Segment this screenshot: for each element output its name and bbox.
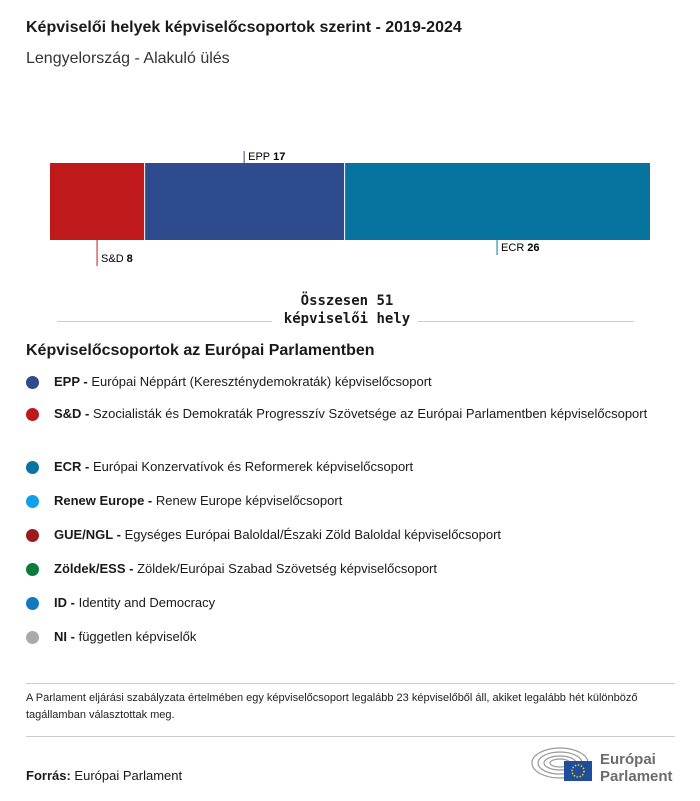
legend-abbr: ECR - (54, 459, 90, 474)
legend-color-dot (26, 376, 39, 389)
legend-name: független képviselők (78, 629, 197, 644)
legend-name: Szocialisták és Demokraták Progresszív Szövetsége az Európai Parlamentben képviselőcsoport (93, 406, 648, 421)
legend-name: Identity and Democracy (78, 595, 216, 610)
legend-abbr: Renew Europe - (54, 493, 153, 508)
legend-abbr: EPP - (54, 374, 88, 389)
legend-item (26, 458, 684, 476)
legend-abbr: GUE/NGL - (54, 527, 121, 542)
divider (26, 683, 675, 684)
bar-ECR (345, 163, 650, 240)
chart-title: Képviselői helyek képviselőcsoportok szerint - 2019-2024 (26, 19, 462, 36)
data-label: ECR 26 (501, 242, 540, 254)
legend-name: Egységes Európai Baloldal/Északi Zöld Baloldal képviselőcsoport (124, 527, 502, 542)
legend-name: Európai Néppárt (Kereszténydemokraták) képviselőcsoport (91, 374, 432, 389)
legend-item (26, 492, 684, 510)
legend-abbr: S&D - (54, 406, 90, 421)
source (26, 768, 182, 783)
source-value: Európai Parlament (74, 768, 183, 783)
legend-color-dot (26, 597, 39, 610)
legend-color-dot (26, 408, 39, 421)
divider-right (418, 321, 634, 322)
legend-item (26, 594, 684, 612)
divider-left (57, 321, 272, 322)
source-label: Forrás: (26, 768, 71, 783)
legend-item (26, 405, 684, 423)
legend-abbr: ID - (54, 595, 75, 610)
legend-name: Renew Europe képviselőcsoport (155, 493, 343, 508)
bar-S&D (50, 163, 144, 240)
legend-abbr: NI - (54, 629, 75, 644)
ep-logo (530, 745, 680, 790)
bar-EPP (145, 163, 344, 240)
legend-color-dot (26, 563, 39, 576)
logo-line2: Parlament (600, 768, 673, 785)
chart-subtitle: Lengyelország - Alakuló ülés (26, 50, 230, 67)
legend-abbr: Zöldek/ESS - (54, 561, 134, 576)
logo-line1: Európai (600, 751, 656, 768)
footnote: A Parlament eljárási szabályzata értelmében egy képviselőcsoport legalább 23 képviselőből áll, akiket legalább hét különböző tagállamban választottak meg. (26, 692, 638, 721)
legend-name: Zöldek/Európai Szabad Szövetség képviselőcsoport (137, 561, 437, 576)
data-label: S&D 8 (101, 253, 133, 265)
legend-title: Képviselőcsoportok az Európai Parlamentben (26, 342, 375, 359)
divider (26, 736, 675, 737)
legend-item (26, 373, 684, 391)
legend-color-dot (26, 529, 39, 542)
legend-name: Európai Konzervatívok és Reformerek képviselőcsoport (93, 459, 414, 474)
data-label: EPP 17 (248, 151, 286, 163)
legend-item (26, 526, 684, 544)
legend-item (26, 560, 684, 578)
legend-color-dot (26, 495, 39, 508)
legend-color-dot (26, 631, 39, 644)
legend-item (26, 628, 684, 646)
legend-color-dot (26, 461, 39, 474)
total-seats-label: Összesen 51 képviselői hely (283, 293, 411, 327)
stacked-bar-chart (0, 140, 700, 280)
